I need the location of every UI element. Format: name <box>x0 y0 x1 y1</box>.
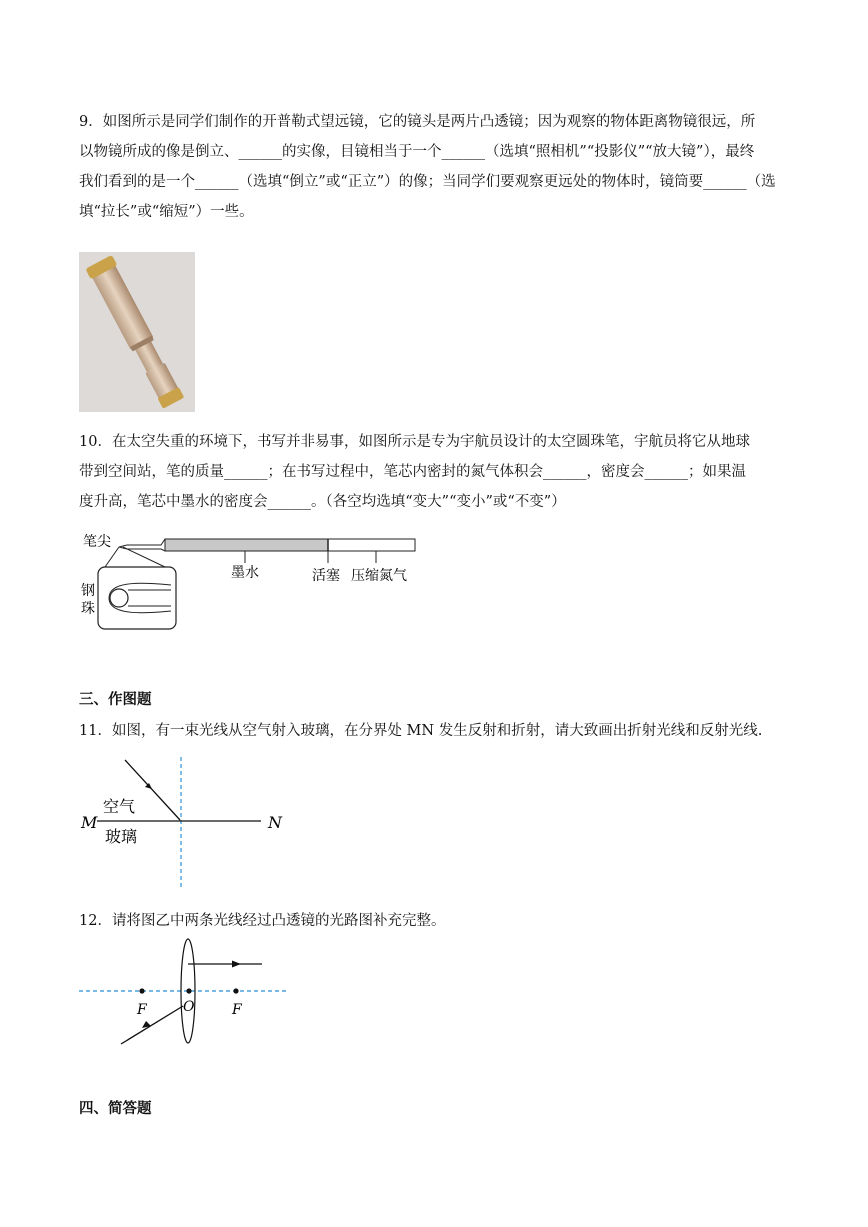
section-3-title: 三、作图题 <box>79 691 152 708</box>
label-m: M <box>81 813 98 832</box>
gas-label: 压缩氮气 <box>351 568 407 584</box>
ink-region <box>165 539 328 551</box>
telescope-illustration <box>79 252 195 412</box>
label-glass: 玻璃 <box>105 827 138 846</box>
question-12 <box>79 906 791 936</box>
question-10-line: 10．在太空失重的环境下，书写并非易事，如图所示是专为宇航员设计的太空圆珠笔，宇航员将它从地球 <box>79 434 750 450</box>
question-9-line: 填“拉长”或“缩短”）一些。 <box>79 204 254 220</box>
ball-label-1: 钢 <box>81 583 95 599</box>
telescope-photo <box>79 252 195 412</box>
optical-center-dot <box>186 988 191 993</box>
question-9-line: 9．如图所示是同学们制作的开普勒式望远镜，它的镜头是两片凸透镜；因为观察的物体距离物镜很远，所 <box>79 114 756 130</box>
convex-lens-figure <box>79 938 294 1046</box>
question-9 <box>79 107 791 227</box>
question-11-text: 11．如图，有一束光线从空气射入玻璃，在分界处 MN 发生反射和折射，请大致画出折射光线和反射光线. <box>79 723 763 739</box>
label-o: O <box>183 999 195 1015</box>
ball-label-2: 珠 <box>81 601 95 617</box>
label-n: N <box>268 813 282 832</box>
section-4-title: 四、简答题 <box>79 1100 152 1117</box>
convex-lens-diagram <box>79 938 294 1046</box>
arrow-icon <box>232 961 241 968</box>
refraction-diagram <box>79 757 299 892</box>
question-9-line: 我们看到的是一个______（选填“倒立”或“正立”）的像；当同学们要观察更远处的物体时，镜筒要______（选 <box>79 174 776 190</box>
question-10-line: 度升高，笔芯中墨水的密度会______。（各空均选填“变大”“变小”或“不变”） <box>79 494 566 510</box>
refraction-figure <box>79 757 299 892</box>
question-10 <box>79 427 791 517</box>
ink-label: 墨水 <box>231 565 259 581</box>
question-12-text: 12．请将图乙中两条光线经过凸透镜的光路图补充完整。 <box>79 913 446 929</box>
ray-oblique <box>121 1006 183 1044</box>
piston-label: 活塞 <box>312 568 340 584</box>
label-f-left: F <box>137 1002 147 1018</box>
focus-right-dot <box>233 988 238 993</box>
question-11 <box>79 716 791 746</box>
space-pen-figure <box>79 527 424 637</box>
label-f-right: F <box>232 1002 242 1018</box>
space-pen-diagram <box>79 527 424 637</box>
label-air: 空气 <box>103 797 136 816</box>
focus-left-dot <box>139 988 144 993</box>
question-10-line: 带到空间站，笔的质量______；在书写过程中，笔芯内密封的氮气体积会______，密度会______；如果温 <box>79 464 746 480</box>
question-9-line: 以物镜所成的像是倒立、______的实像，目镜相当于一个______（选填“照相机”“投影仪”“放大镜”），最终 <box>79 144 755 160</box>
pen-tip-label: 笔尖 <box>83 534 111 550</box>
